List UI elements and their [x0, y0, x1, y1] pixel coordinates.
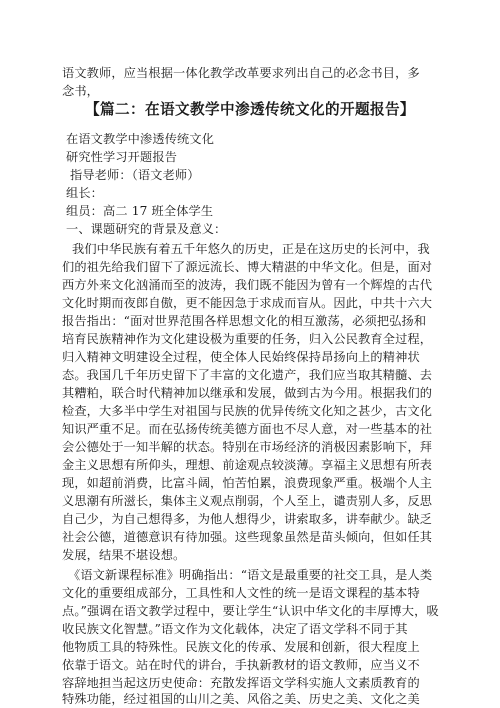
project-title-line: 在语文教学中渗透传统文化 — [66, 132, 215, 146]
body-line: 检查，大多半中学生对祖国与民族的优异传统文化知之甚少，古文化 — [62, 404, 433, 418]
body-line: 其糟粕，联合时代精神加以继承和发展，做到古为今用。根据我们的 — [62, 386, 433, 400]
team-members-line: 组员：高二 17 班全体学生 — [66, 204, 214, 218]
body-line: 培育民族精神作为文化建设极为重要的任务，归入公民教育全过程， — [62, 332, 433, 346]
body-line: 依靠于语文。站在时代的讲台，手执新教材的语文教师，应当义不 — [62, 658, 420, 672]
body-line: 自己少，为自己想得多，为他人想得少，讲索取多，讲奉献少。缺乏 — [62, 512, 433, 526]
body-line: 我们中华民族有着五千年悠久的历史，正是在这历史的长河中，我 — [72, 242, 430, 256]
body-line: 报告指出：“面对世界范围各样思想文化的相互激荡，必须把弘扬和 — [62, 314, 427, 328]
body-line: 特殊功能，经过祖国的山川之美、风俗之美、历史之美、文化之美 — [62, 692, 420, 706]
body-line: 现，如超前消费，比富斗阔，怕苦怕累，浪费现象严重。极端个人主 — [62, 476, 433, 490]
section-heading: 【篇二：在语文教学中渗透传统文化的开题报告】 — [85, 101, 415, 118]
body-line: 他物质工具的特殊性。民族文化的传承、发展和创新，很大程度上 — [62, 640, 420, 654]
intro-line-2: 念书， — [62, 84, 100, 98]
body-line: 点。”强调在语文教学过程中，要让学生“认识中华文化的丰厚博大，吸 — [62, 604, 439, 618]
body-line: 《语文新课程标准》明确指出：“语文是最重要的社交工具，是人类 — [68, 568, 433, 582]
team-leader-line: 组长： — [66, 186, 104, 200]
body-line: 会公德处于一知半解的状态。特别在市场经济的消极因素影响下，拜 — [62, 440, 433, 454]
body-line: 义思潮有所滋长，集体主义观点削弱，个人至上，谴责别人多，反思 — [62, 494, 433, 508]
section-one-heading: 一、课题研究的背景及意义： — [66, 222, 227, 236]
report-type-line: 研究性学习开题报告 — [66, 150, 178, 164]
body-line: 态。我国几千年历史留下了丰富的文化遗产，我们应当取其精髓、去 — [62, 368, 433, 382]
body-line: 归入精神文明建设全过程，使全体人民始终保持昂扬向上的精神状 — [62, 350, 420, 364]
body-line: 收民族文化智慧。”语文作为文化载体，决定了语文学科不同于其 — [62, 622, 408, 636]
body-line: 文化的重要组成部分，工具性和人文性的统一是语文课程的基本特 — [62, 586, 420, 600]
intro-line-1: 语文教师，应当根据一体化教学改革要求列出自己的必念书目，多 — [62, 66, 420, 80]
body-line: 发展，结果不堪设想。 — [62, 548, 186, 562]
body-line: 知识严重不足。而在弘扬传统美德方面也不尽人意，对一些基本的社 — [62, 422, 433, 436]
body-line: 们的祖先给我们留下了源远流长、博大精湛的中华文化。但是，面对 — [62, 260, 433, 274]
body-line: 金主义思想有所仰头，理想、前途观点较淡薄。享福主义思想有所表 — [62, 458, 433, 472]
body-line: 西方外来文化汹涌而至的波涛，我们既不能因为曾有一个辉煌的古代 — [62, 278, 433, 292]
body-line: 容辞地担当起这历史使命：充散发挥语文学科实施人文素质教育的 — [62, 676, 420, 690]
body-line: 文化时期而夜郎自傲，更不能因急于求成而盲从。因此，中共十六大 — [62, 296, 433, 310]
advisor-line: 指导老师：（语文老师） — [70, 168, 200, 182]
body-line: 社会公德，道德意识有待加强。这些现象虽然是苗头倾向，但如任其 — [62, 530, 433, 544]
